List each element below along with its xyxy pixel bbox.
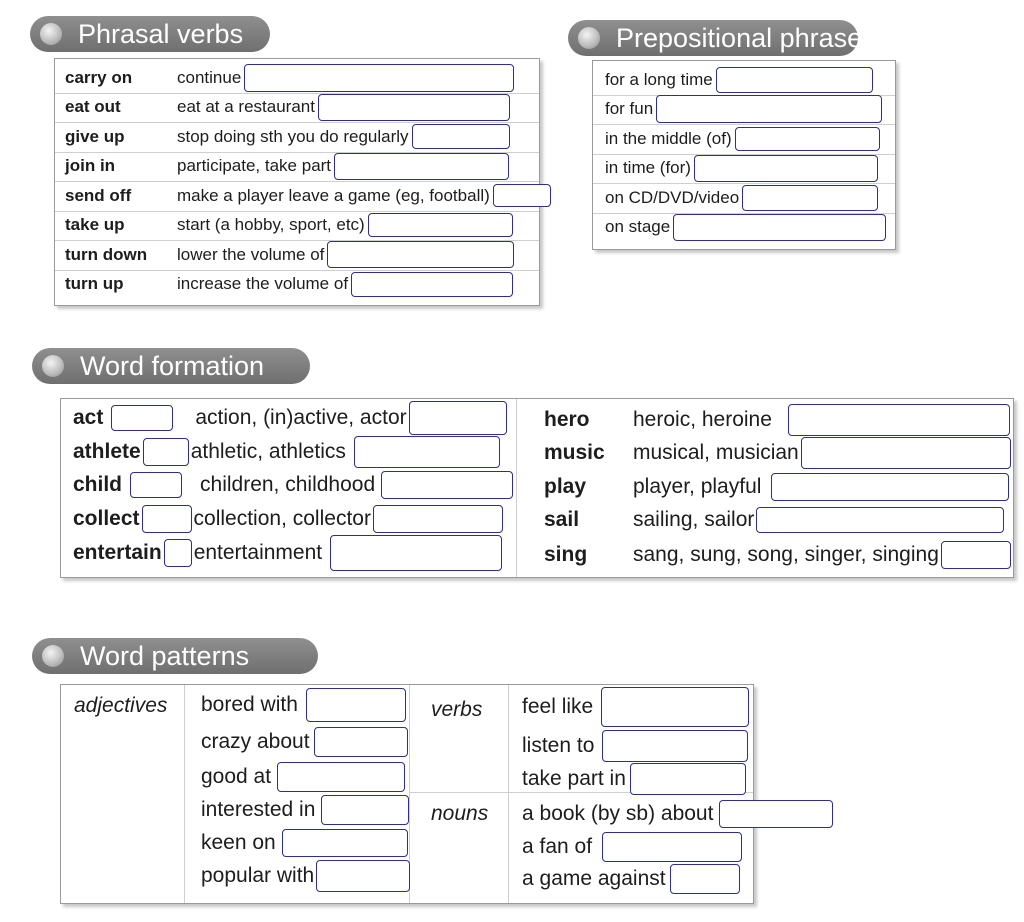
word-forms: player, playful — [633, 474, 762, 498]
pattern-row — [201, 688, 406, 722]
answer-input[interactable] — [277, 762, 405, 792]
phrasal-verb: carry on — [65, 67, 133, 87]
word-formation-heading — [32, 348, 310, 384]
base-word: music — [544, 440, 605, 464]
pattern-row — [522, 799, 833, 829]
prepositional-phrases-heading — [568, 20, 876, 56]
answer-input[interactable] — [381, 471, 513, 499]
answer-input[interactable] — [368, 213, 513, 237]
table-row — [593, 124, 895, 155]
table-row — [61, 502, 516, 536]
answer-input[interactable] — [694, 155, 878, 182]
answer-input[interactable] — [673, 214, 886, 241]
answer-input[interactable] — [373, 505, 503, 533]
pattern-row — [522, 863, 740, 895]
prepositional-phrases-title: Prepositional phrases — [616, 23, 876, 53]
word-forms: athletic, athletics — [190, 439, 346, 463]
phrasal-verb-definition: increase the volume of — [177, 274, 349, 294]
table-row — [593, 65, 895, 96]
prepositional-phrase: on CD/DVD/video — [605, 187, 740, 207]
pattern-phrase: interested in — [201, 798, 316, 821]
table-row — [61, 536, 516, 570]
answer-input-small[interactable] — [130, 472, 182, 498]
answer-input[interactable] — [719, 800, 833, 828]
answer-input[interactable] — [656, 95, 882, 123]
answer-input[interactable] — [409, 401, 507, 435]
table-row — [61, 401, 516, 435]
prepositional-phrase: in the middle (of) — [605, 128, 732, 148]
answer-input[interactable] — [282, 829, 408, 857]
answer-input-small[interactable] — [164, 539, 192, 567]
pattern-row — [201, 761, 405, 793]
answer-input[interactable] — [771, 473, 1009, 501]
prepositional-phrases-table — [592, 60, 896, 250]
pattern-row — [522, 730, 748, 762]
pattern-row — [522, 687, 749, 727]
table-row — [55, 211, 539, 242]
table-row — [55, 63, 539, 94]
table-row — [55, 270, 539, 300]
table-row — [55, 240, 539, 271]
word-forms: action, (in)active, actor — [195, 405, 407, 429]
answer-input[interactable] — [321, 795, 409, 825]
word-forms: entertainment — [193, 540, 323, 564]
pattern-phrase: listen to — [522, 734, 595, 757]
pattern-phrase: popular with — [201, 864, 315, 887]
bullet-icon — [42, 645, 64, 667]
pattern-row — [522, 831, 742, 863]
answer-input[interactable] — [244, 64, 514, 92]
table-row — [61, 469, 516, 503]
answer-input[interactable] — [327, 241, 514, 268]
table-row — [532, 538, 1013, 572]
base-word: sing — [544, 542, 588, 566]
answer-input-small[interactable] — [143, 438, 189, 466]
answer-input-small[interactable] — [142, 505, 192, 533]
answer-input[interactable] — [334, 153, 509, 180]
pattern-row — [201, 793, 409, 827]
word-forms: collection, collector — [193, 506, 371, 530]
pattern-row — [201, 726, 408, 758]
base-word: child — [73, 473, 123, 497]
word-formation-table — [60, 398, 1014, 578]
answer-input[interactable] — [314, 727, 408, 757]
table-row — [61, 435, 516, 469]
base-word: hero — [544, 407, 590, 431]
answer-input[interactable] — [756, 507, 1004, 533]
answer-input[interactable] — [493, 184, 551, 207]
word-forms: musical, musician — [633, 440, 799, 464]
word-forms: sang, sung, song, singer, singing — [633, 542, 939, 566]
answer-input[interactable] — [716, 67, 873, 93]
pattern-phrase: a fan of — [522, 835, 593, 858]
pattern-row — [201, 827, 408, 859]
base-word: sail — [544, 507, 580, 531]
phrasal-verb-definition: participate, take part — [177, 156, 332, 176]
word-patterns-heading — [32, 638, 318, 674]
bullet-icon — [42, 355, 64, 377]
table-row — [532, 403, 1013, 437]
answer-input[interactable] — [670, 864, 740, 894]
table-row — [532, 503, 1013, 537]
table-row — [593, 213, 895, 243]
prepositional-phrase: for a long time — [605, 69, 713, 89]
word-patterns-table — [60, 684, 754, 904]
verbs-label: verbs — [431, 698, 483, 721]
pattern-row — [522, 763, 746, 795]
word-forms: children, childhood — [200, 473, 376, 497]
prepositional-phrase: in time (for) — [605, 158, 691, 178]
word-formation-title: Word formation — [80, 351, 265, 381]
answer-input[interactable] — [801, 437, 1011, 469]
base-word: act — [73, 405, 104, 429]
word-forms: heroic, heroine — [633, 407, 772, 431]
pattern-phrase: keen on — [201, 831, 276, 854]
table-row — [532, 436, 1013, 470]
bullet-icon — [40, 23, 62, 45]
prepositional-phrase: for fun — [605, 99, 654, 119]
bullet-icon — [578, 27, 600, 49]
pattern-phrase: feel like — [522, 695, 594, 718]
pattern-phrase: crazy about — [201, 730, 310, 753]
base-word: play — [544, 474, 587, 498]
answer-input[interactable] — [306, 688, 406, 722]
table-row — [532, 470, 1013, 504]
answer-input[interactable] — [330, 535, 502, 571]
answer-input[interactable] — [351, 272, 513, 297]
answer-input[interactable] — [601, 687, 749, 727]
table-row — [593, 183, 895, 214]
pattern-phrase: bored with — [201, 693, 298, 716]
answer-input[interactable] — [602, 832, 742, 862]
phrasal-verb-definition: eat at a restaurant — [177, 97, 315, 117]
table-row — [55, 93, 539, 124]
answer-input[interactable] — [602, 730, 748, 762]
answer-input[interactable] — [788, 404, 1010, 436]
table-row — [55, 181, 539, 212]
phrasal-verb: join in — [65, 156, 116, 176]
word-forms: sailing, sailor — [633, 507, 755, 531]
column-divider — [516, 399, 517, 577]
adjectives-label: adjectives — [74, 694, 168, 717]
phrasal-verb-definition: stop doing sth you do regularly — [177, 126, 409, 146]
base-word: collect — [73, 506, 140, 530]
column-divider — [508, 685, 509, 903]
phrasal-verb: turn up — [65, 274, 124, 294]
phrasal-verb: turn down — [65, 244, 148, 264]
phrasal-verb-definition: start (a hobby, sport, etc) — [177, 215, 365, 235]
pattern-row — [201, 859, 410, 893]
phrasal-verbs-title: Phrasal verbs — [78, 19, 244, 49]
answer-input[interactable] — [735, 127, 880, 151]
phrasal-verb-definition: lower the volume of — [177, 244, 325, 264]
answer-input[interactable] — [316, 860, 410, 892]
base-word: entertain — [73, 540, 162, 564]
answer-input[interactable] — [354, 436, 500, 468]
table-row — [55, 152, 539, 183]
table-row — [55, 122, 539, 153]
nouns-label: nouns — [431, 802, 489, 825]
phrasal-verbs-table — [54, 58, 540, 306]
pattern-phrase: take part in — [522, 767, 626, 790]
pattern-phrase: a game against — [522, 867, 666, 890]
pattern-phrase: a book (by sb) about — [522, 802, 714, 825]
phrasal-verb: send off — [65, 185, 132, 205]
table-row — [593, 154, 895, 185]
word-patterns-title: Word patterns — [80, 641, 250, 671]
answer-input[interactable] — [630, 763, 746, 795]
column-divider — [184, 685, 185, 903]
answer-input[interactable] — [318, 94, 510, 121]
phrasal-verb: take up — [65, 215, 125, 235]
pattern-phrase: good at — [201, 765, 272, 788]
base-word: athlete — [73, 439, 141, 463]
phrasal-verb: eat out — [65, 97, 121, 117]
table-row — [593, 95, 895, 126]
phrasal-verbs-heading — [30, 16, 270, 52]
phrasal-verb-definition: make a player leave a game (eg, football) — [177, 185, 490, 205]
answer-input[interactable] — [742, 185, 878, 211]
prepositional-phrase: on stage — [605, 217, 671, 237]
answer-input[interactable] — [412, 124, 510, 149]
phrasal-verb: give up — [65, 126, 125, 146]
answer-input-small[interactable] — [111, 405, 173, 431]
answer-input[interactable] — [941, 541, 1011, 569]
phrasal-verb-definition: continue — [177, 67, 242, 87]
